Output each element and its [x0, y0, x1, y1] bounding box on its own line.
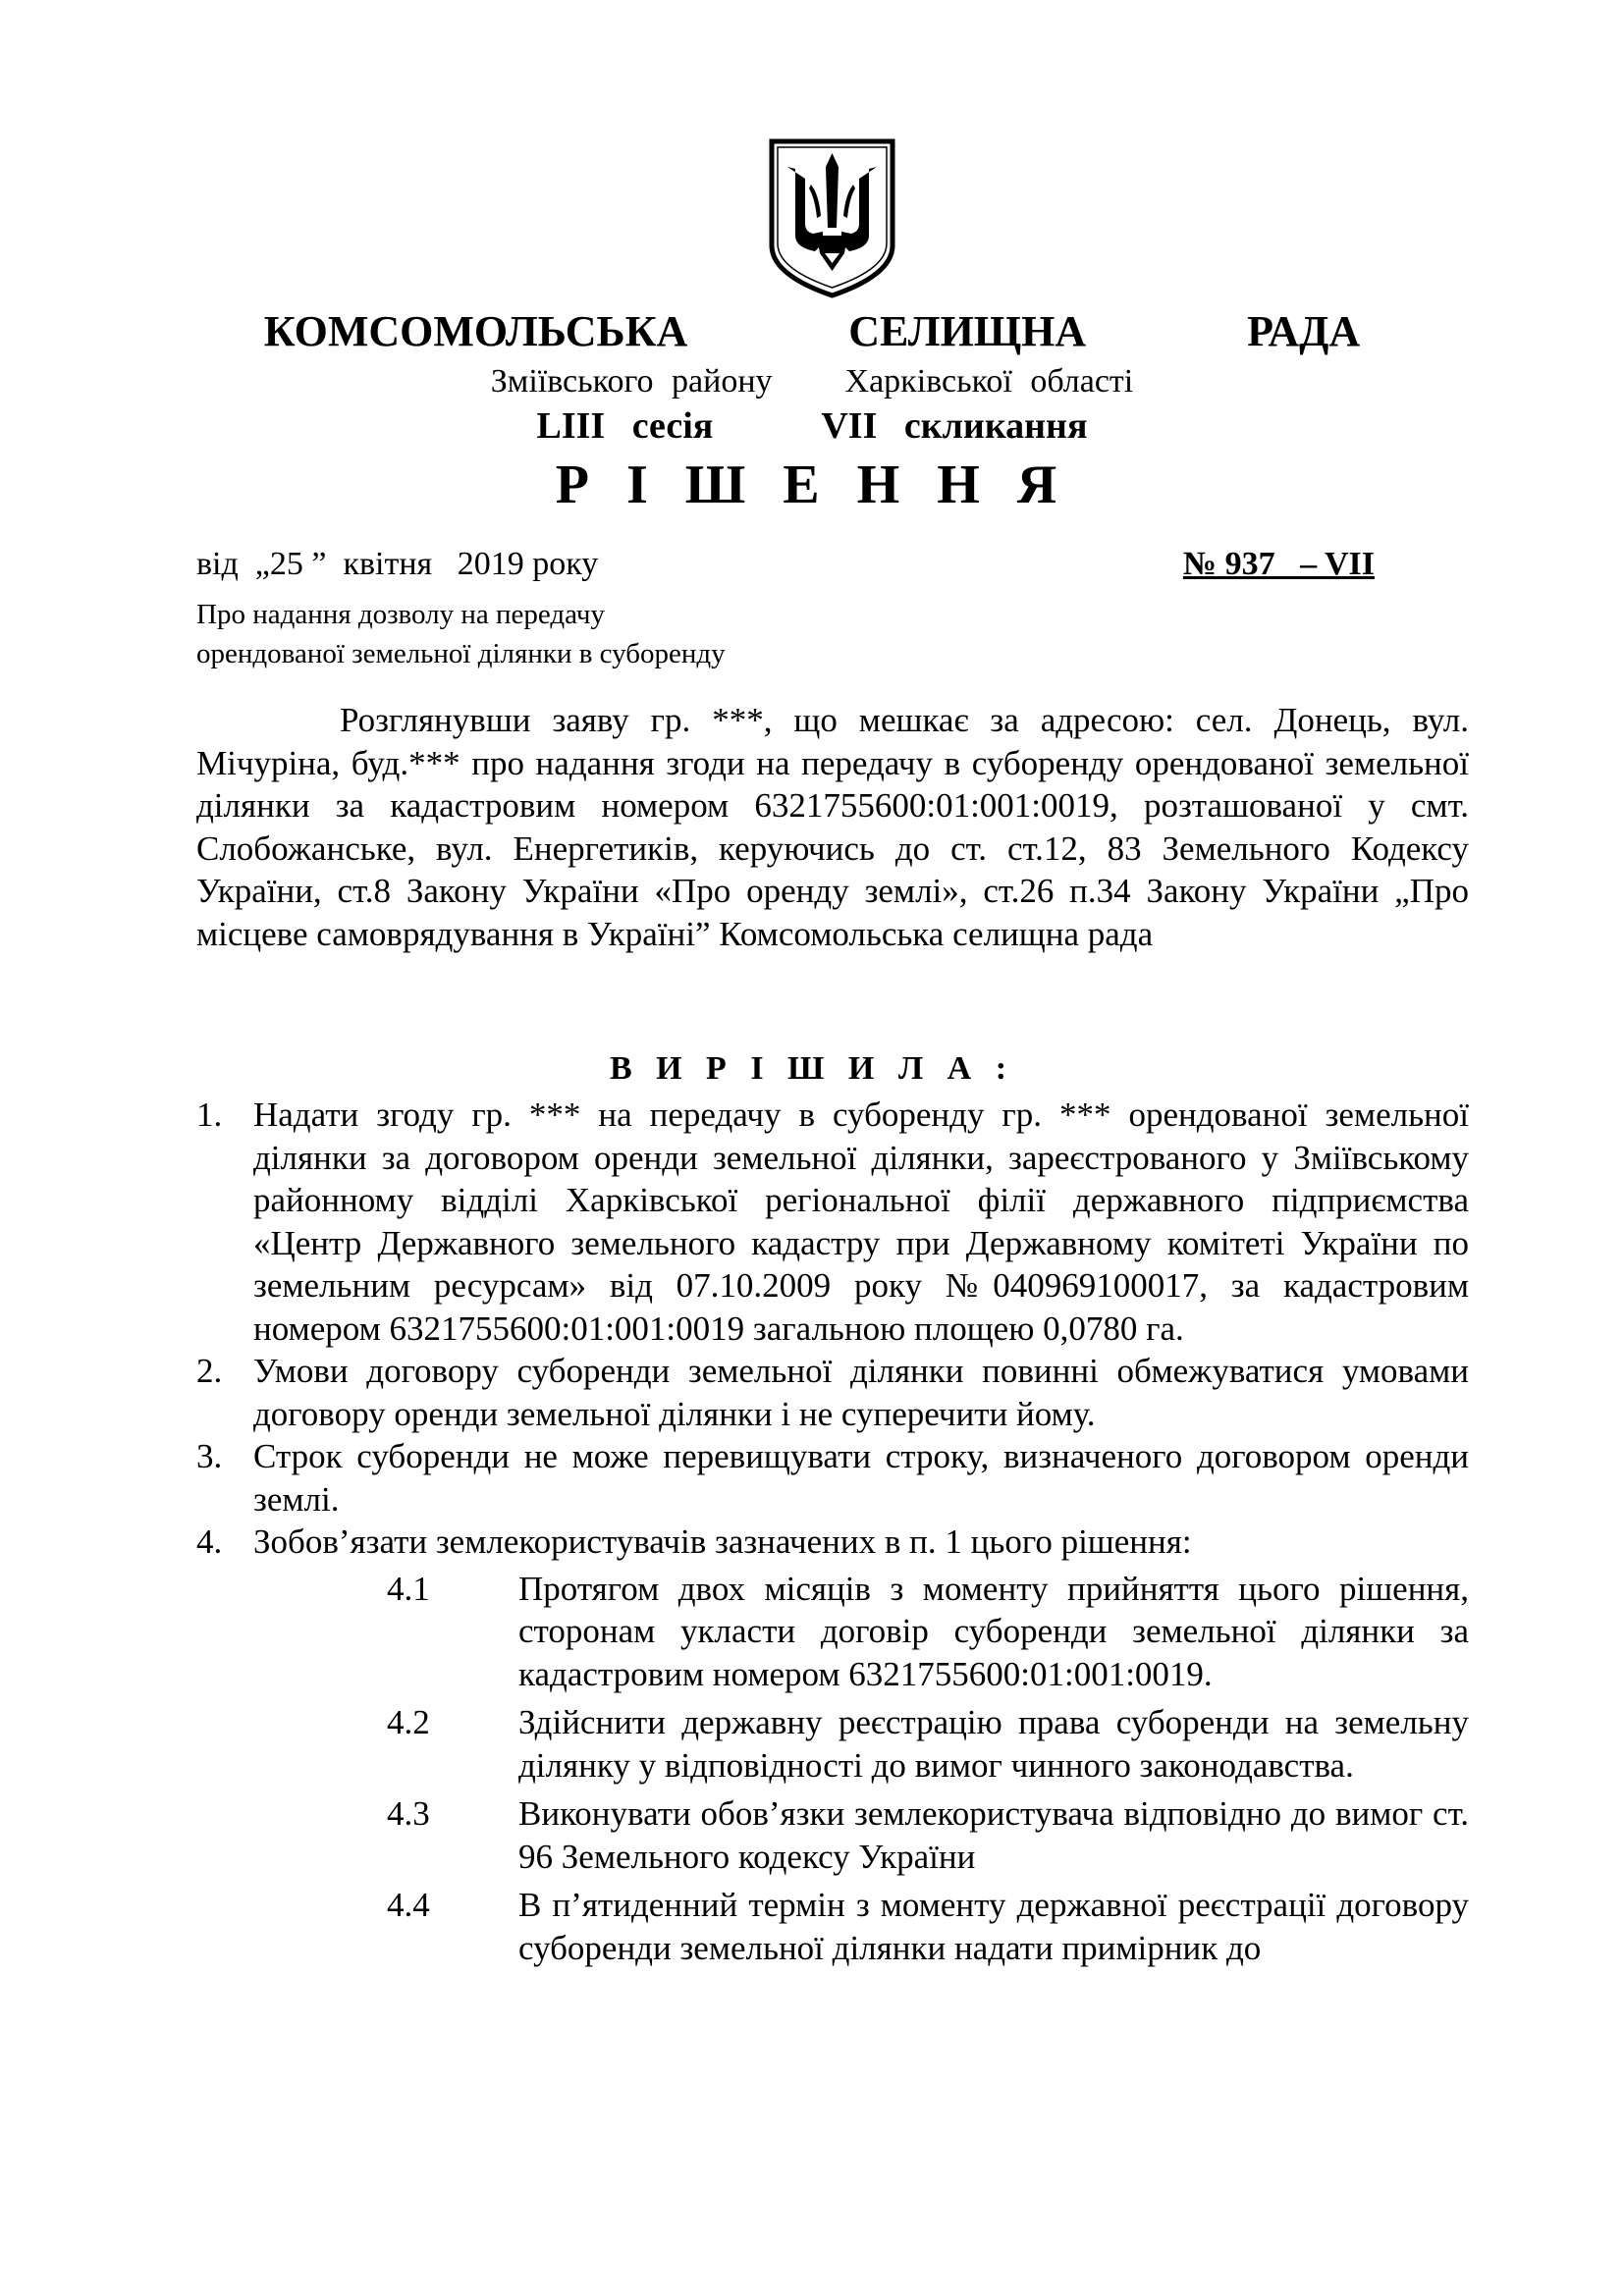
decision-number: № 937 – VII	[1182, 546, 1375, 582]
sub-list-item	[387, 1884, 1469, 1969]
resolved-heading: В И Р І Ш И Л А :	[609, 1050, 1015, 1087]
organization-name: КОМСОМОЛЬСЬКА СЕЛИЩНА РАДА	[263, 307, 1361, 355]
subitem-number: 4.1	[387, 1569, 430, 1608]
decision-items-list	[196, 1094, 1469, 1975]
subitems-list	[387, 1568, 1469, 1970]
subject-line: орендованої земельної ділянки в суборенду	[196, 638, 726, 669]
subitem-number: 4.2	[387, 1703, 430, 1741]
list-item	[196, 1435, 1469, 1521]
subitem-text: Виконувати обов’язки землекористувача відповідно до вимог ст. 96 Земельного кодексу України	[518, 1794, 1469, 1876]
item-text: Строк суборенди не може перевищувати строку, визначеного договором оренди землі.	[253, 1437, 1469, 1519]
item-text: Надати згоду гр. *** на передачу в суборенду гр. *** орендованої земельної ділянки за договором оренди земельної ділянки, зареєстрованого у Зміївському районному відділі Харківської регіональної філії державного підприємства «Центр Державного земельного кадастру при Державному комітеті України по земельним ресурсам» від 07.10.2009 року №040969100017, за кадастровим номером 6321755600:01:001:0019 загальною площею 0,0780 га.	[253, 1095, 1469, 1348]
decision-subject	[196, 595, 726, 673]
preamble-paragraph: Розглянувши заяву гр. ***, що мешкає за адресою: сел. Донець, вул. Мічуріна, буд.*** про надання згоди на передачу в суборенду орендованої земельної ділянки за кадастровим номером 6321755600:01:001:0019, розташованої у смт. Слобожанське, вул. Енергетиків, керуючись до ст. ст.12, 83 Земельного Кодексу України, ст.8 Закону України «Про оренду землі», ст.26 п.34 Закону України „Про місцеве самоврядування в Україні” Комсомольська селищна рада	[196, 701, 1469, 953]
document-type-title: Р І Ш Е Н Н Я	[555, 454, 1069, 515]
coat-of-arms-icon	[766, 137, 898, 299]
subitem-text: Здійснити державну реєстрацію права суборенди на земельну ділянку у відповідності до вимог чинного законодавства.	[518, 1703, 1469, 1785]
item-text: Умови договору суборенди земельної ділянки повинні обмежуватися умовами договору оренди земельної ділянки і не суперечити йому.	[253, 1352, 1469, 1433]
district-line: Зміївського району Харківської області	[490, 363, 1134, 400]
sub-list-item	[387, 1792, 1469, 1878]
item-number: 3.	[196, 1437, 223, 1475]
subitem-number: 4.4	[387, 1886, 430, 1924]
subitem-text: В п’ятиденний термін з моменту державної реєстрації договору суборенди земельної ділянки надати примірник до	[518, 1886, 1469, 1967]
list-item	[196, 1521, 1469, 1564]
item-number: 4.	[196, 1522, 223, 1561]
sub-list-item	[387, 1568, 1469, 1696]
item-text: Зобов’язати землекористувачів зазначених в п. 1 цього рішення:	[253, 1522, 1192, 1561]
subject-line: Про надання дозволу на передачу	[196, 599, 605, 630]
session-line: LIII сесія VII скликання	[536, 405, 1088, 447]
item-number: 1.	[196, 1095, 223, 1134]
item-number: 2.	[196, 1352, 223, 1390]
sub-list-item	[387, 1701, 1469, 1787]
list-item	[196, 1350, 1469, 1435]
subitem-text: Протягом двох місяців з моменту прийняття цього рішення, сторонам укласти договір суборенди земельної ділянки за кадастровим номером 6321755600:01:001:0019.	[518, 1569, 1469, 1693]
decision-date: від „25 ” квітня 2019 року	[196, 546, 599, 582]
subitem-number: 4.3	[387, 1794, 430, 1833]
list-item	[196, 1094, 1469, 1350]
